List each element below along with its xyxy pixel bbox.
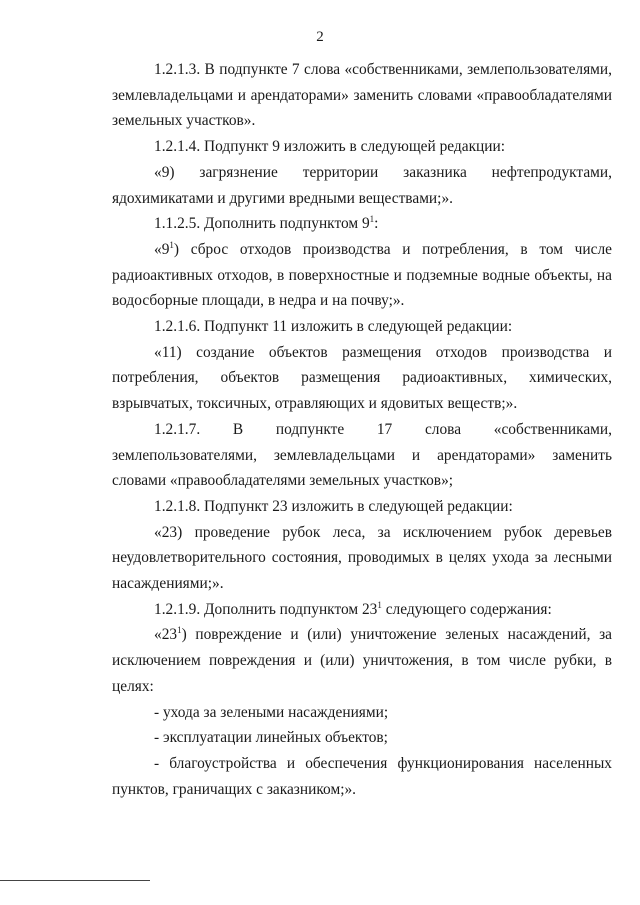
- paragraph-text: 1.1.2.5. Дополнить подпунктом 9: [154, 215, 370, 233]
- paragraph-1-2-1-6: 1.2.1.6. Подпункт 11 изложить в следующей редакции:: [154, 318, 513, 336]
- paragraph-text: 1.2.1.9. Дополнить подпунктом 23: [154, 600, 378, 618]
- paragraph-1-2-1-8: 1.2.1.8. Подпункт 23 изложить в следующей редакции:: [154, 497, 513, 515]
- paragraph-text: «23: [154, 626, 178, 644]
- paragraph-text: ) повреждение и (или) уничтожение зеленых насаждений, за исключением повреждения и (или) уничтожения, в том числе рубки, в целях:: [112, 626, 612, 695]
- superscript: 1: [169, 239, 174, 250]
- document-body: [112, 57, 612, 802]
- footnote-divider: [0, 880, 150, 881]
- paragraph-1-2-1-4: 1.2.1.4. Подпункт 9 изложить в следующей редакции:: [154, 138, 506, 156]
- paragraph-1-2-1-7: 1.2.1.7. В подпункте 17 слова «собственниками, землепользователями, землевладельцами и арендаторами» заменить словами «правообладателями земельных участков»;: [112, 420, 612, 490]
- subitem-23-text: «23) проведение рубок леса, за исключением рубок деревьев неудовлетворительного состояния, проводимых в целях ухода за лесными насаждениями;».: [112, 523, 612, 593]
- paragraph-text: «9: [154, 240, 170, 258]
- subitem-11-text: «11) создание объектов размещения отходов производства и потребления, объектов размещения радиоактивных, химических, взрывчатых, токсичных, отравляющих и ядовитых веществ;».: [112, 343, 612, 413]
- paragraph-1-2-1-9: [112, 597, 612, 623]
- paragraph-text: следующего содержания:: [381, 600, 552, 618]
- paragraph-text: :: [374, 215, 379, 233]
- paragraph-1-1-2-5: [112, 211, 612, 237]
- paragraph-1-2-1-3: 1.2.1.3. В подпункте 7 слова «собственниками, землепользователями, землевладельцами и арендаторами» заменить словами «правообладателями земельных участков».: [112, 61, 612, 130]
- list-item: - ухода за зелеными насаждениями;: [154, 703, 389, 721]
- list-item: - эксплуатации линейных объектов;: [154, 729, 388, 747]
- page-number: 2: [316, 29, 324, 45]
- paragraph-text: ) сброс отходов производства и потребления, в том числе радиоактивных отходов, в поверхностные и подземные водные объекты, на водосборные площади, в недра и на почву;».: [112, 240, 612, 310]
- subitem-23-1-text: [112, 622, 612, 699]
- superscript: 1: [377, 599, 382, 610]
- subitem-9-text: «9) загрязнение территории заказника нефтепродуктами, ядохимикатами и другими вредными веществами;».: [112, 163, 612, 207]
- superscript: 1: [369, 214, 375, 225]
- superscript: 1: [177, 625, 182, 636]
- list-item: - благоустройства и обеспечения функционирования населенных пунктов, граничащих с заказником;».: [112, 754, 612, 798]
- subitem-9-1-text: [112, 237, 612, 314]
